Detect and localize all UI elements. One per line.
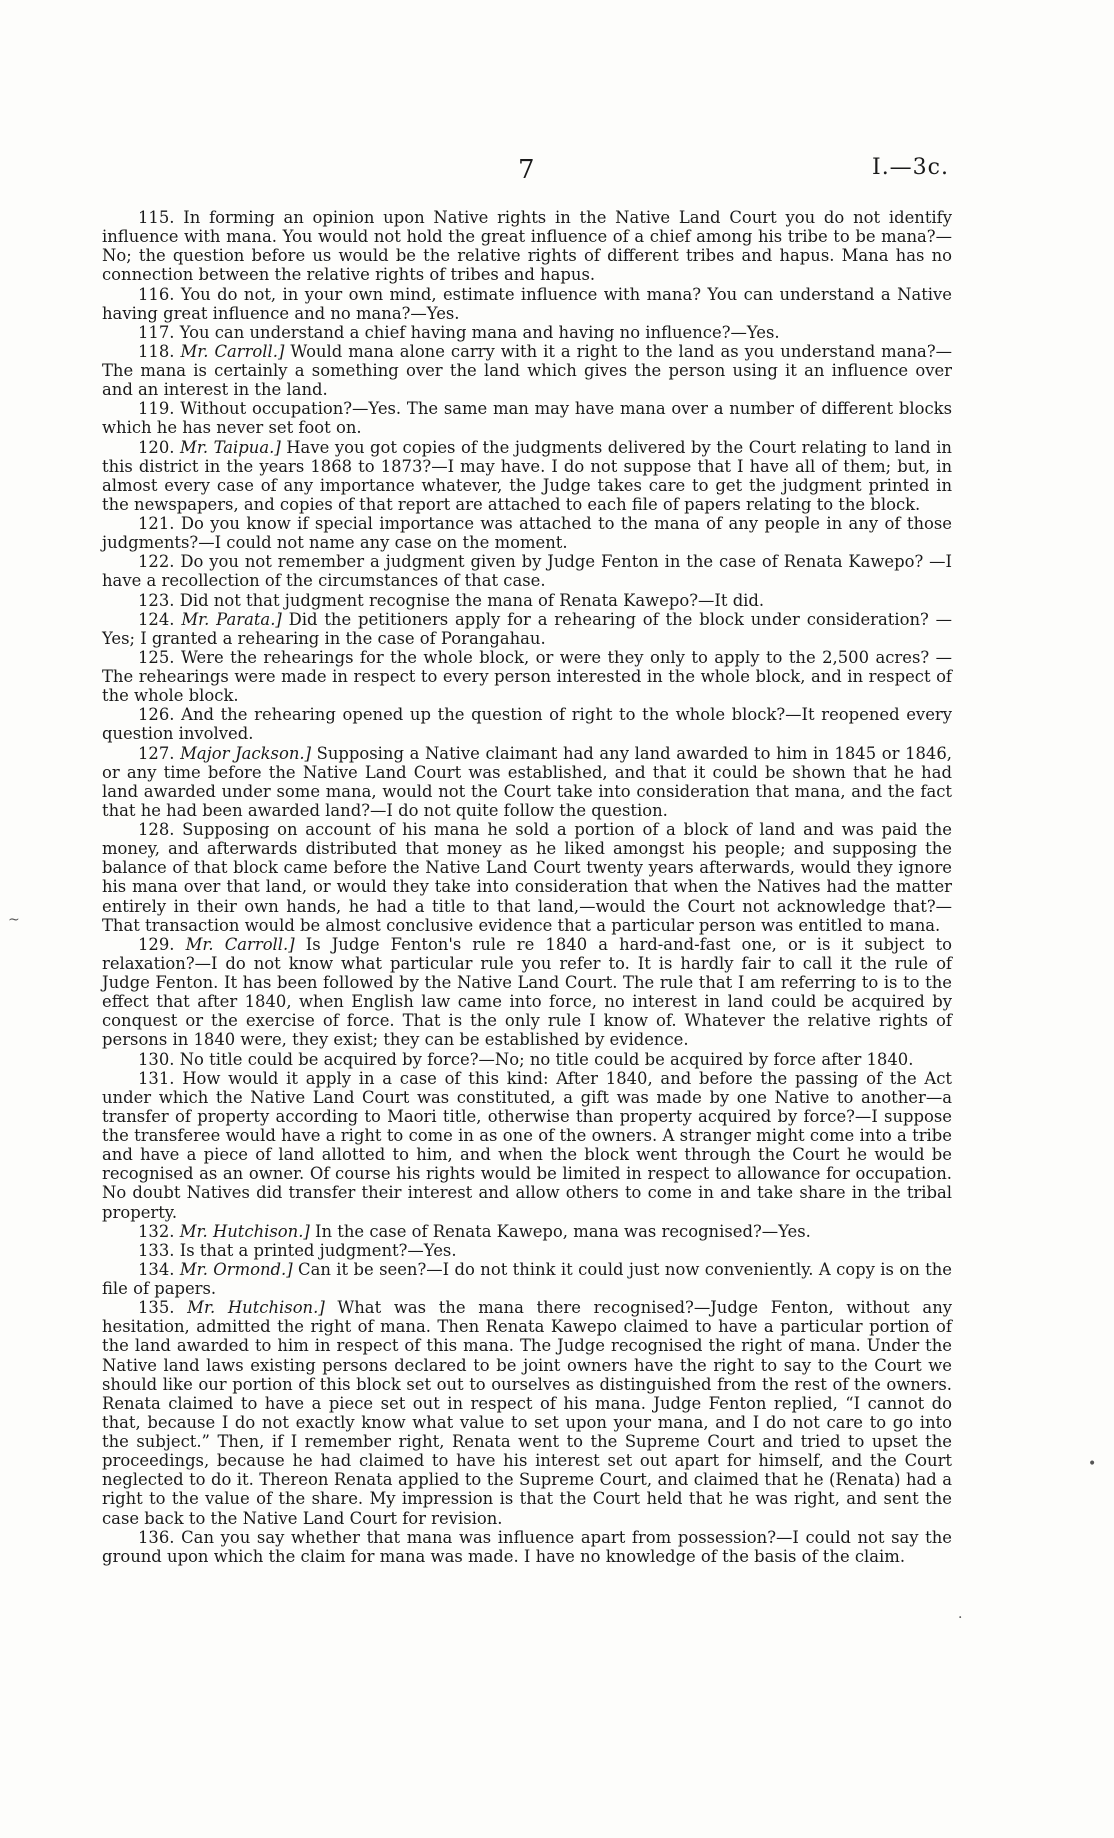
question-number: 120. [138,437,175,457]
question-number: 132. [138,1221,175,1241]
question-number: 127. [138,743,175,763]
paragraph-text: Can it be seen?—I do not think it could just now conveniently. A copy is on the file of papers. [102,1259,952,1298]
paragraph-text: Without occupation?—Yes. The same man may have mana over a number of different blocks which he has never set foot on. [102,399,952,438]
question-number: 121. [138,514,175,533]
paragraph-text: Did not that judgment recognise the mana of Renata Kawepo?—It did. [179,590,765,610]
margin-mark: ~ [8,912,20,928]
paragraph-text: How would it apply in a case of this kind: After 1840, and before the passing of the Act under which the Native Land Court was constituted, a gift was made by one Native to another—a transfer of property according to Maori title, otherwise than property acquired by force?—I suppose the transferee would have a right to come in as one of the owners. A stranger might come into a tribe and have a piece of land allotted to him, and when the block went through the Court he would be recognised as an owner. Of course his rights would be limited in respect to allowance for occupation. No doubt Natives did transfer their interest and allow others to come in and take share in the tribal property. [102,1068,952,1222]
question-number: 115. [138,208,175,227]
paragraph-132 [102,1222,952,1241]
paragraph-text: Did the petitioners apply for a rehearing of the block under consideration? —Yes; I granted a rehearing in the case of Porangahau. [102,609,952,648]
paragraph-134 [102,1260,952,1298]
question-number: 128. [138,820,175,839]
paragraph-135 [102,1298,952,1528]
speaker-name: Mr. Ormond.] [179,1259,293,1279]
question-number: 129. [138,934,175,954]
paragraph-text: Do you know if special importance was attached to the mana of any people in any of those judgments?—I could not name any case on the moment. [102,514,952,553]
paragraph-text: Have you got copies of the judgments delivered by the Court relating to land in this district in the years 1868 to 1873?—I may have. I do not suppose that I have all of them; but, in almost every case of any importance whatever, the Judge takes care to get the judgment printed in the newspapers, and copies of that report are attached to each file of papers relating to the block. [102,437,952,514]
paragraph-117 [102,323,952,342]
margin-mark: • [1088,1456,1097,1472]
paragraph-text: You do not, in your own mind, estimate influence with mana? You can understand a Native having great influence and no mana?—Yes. [102,284,953,323]
question-number: 123. [138,590,175,610]
paragraph-125 [102,648,952,705]
paragraph-text: In forming an opinion upon Native rights in the Native Land Court you do not identify influence with mana. You would not hold the great influence of a chief among his tribe to be mana?—No; the question before us would be the relative rights of different tribes and hapus. Mana has no connection between the relative rights of tribes and hapus. [102,208,952,285]
question-number: 124. [138,609,175,629]
paragraph-text: Were the rehearings for the whole block, or were they only to apply to the 2,500 acres? —The rehearings were made in respect to every person interested in the whole block, and in respect of the whole block. [102,647,952,706]
paragraph-118 [102,342,952,399]
paragraph-text: Is Judge Fenton's rule re 1840 a hard-and-fast one, or is it subject to relaxation?—I do not know what particular rule you refer to. It is hardly fair to call it the rule of Judge Fenton. It has been followed by the Native Land Court. The rule that I am referring to is to the effect that after 1840, when English law came into force, no interest in land could be acquired by conquest or the exercise of force. That is the only rule I know of. Whatever the relative rights of persons in 1840 were, they exist; they can be established by evidence. [102,934,952,1050]
paragraph-131 [102,1069,952,1222]
speaker-name: Major Jackson.] [180,743,311,763]
page-number: 7 [518,155,535,185]
paragraph-text: Can you say whether that mana was influence apart from possession?—I could not say the ground upon which the claim for mana was made. I have no knowledge of the basis of the claim. [102,1527,952,1566]
paragraph-text: Do you not remember a judgment given by Judge Fenton in the case of Renata Kawepo? —I have a recollection of the circumstances of that case. [102,552,952,591]
paragraph-text: And the rehearing opened up the question of right to the whole block?—It reopened every question involved. [102,705,952,744]
question-number: 119. [138,399,175,419]
paragraph-text: Supposing a Native claimant had any land awarded to him in 1845 or 1846, or any time before the Native Land Court was established, and that it could be shown that he had land awarded under some mana, would not the Court take into consideration that mana, and the fact that he had been awarded land?—I do not quite follow the question. [102,743,953,820]
paragraph-text: Would mana alone carry with it a right to the land as you understand mana?—The mana is certainly a something over the land which gives the person using it an influence over and an interest in the land. [102,341,953,400]
speaker-name: Mr. Hutchison.] [179,1221,310,1241]
paragraph-129 [102,935,952,1050]
paragraph-text: In the case of Renata Kawepo, mana was recognised?—Yes. [315,1221,811,1241]
speaker-name: Mr. Parata.] [181,609,282,629]
paragraph-124 [102,610,952,648]
question-number: 131. [138,1068,175,1088]
speaker-name: Mr. Taipua.] [180,437,281,457]
question-number: 118. [138,341,175,361]
question-number: 130. [138,1049,175,1069]
speaker-name: Mr. Carroll.] [185,934,295,954]
paragraph-text: What was the mana there recognised?—Judge Fenton, without any hesitation, admitted the right of mana. Then Renata Kawepo claimed to have a particular portion of the land awarded to him in respect of this mana. The Judge recognised the right of mana. Under the Native land laws existing persons declared to be joint owners have the right to say to the Court we should like our portion of this block set out to ourselves as distinguished from the rest of the owners. Renata claimed to have a piece set out in respect of his mana. Judge Fenton replied, “I cannot do that, because I do not exactly know what value to set upon your mana, and I do not care to go into the subject.” Then, if I remember right, Renata went to the Supreme Court and tried to upset the proceedings, because he had claimed to have his interest set out apart for himself, and the Court neglected to do it. Thereon Renata applied to the Supreme Court, and claimed that he (Renata) had a right to the value of the share. My impression is that the Court held that he was right, and sent the case back to the Native Land Court for revision. [102,1298,953,1528]
paragraph-122 [102,552,952,590]
paragraph-133 [102,1241,952,1260]
paragraph-text: No title could be acquired by force?—No; no title could be acquired by force after 1840. [179,1049,914,1069]
evidence-text [102,208,952,1566]
paragraph-115 [102,208,952,285]
paragraph-text: You can understand a chief having mana and having no influence?—Yes. [179,322,780,342]
speaker-name: Mr. Carroll.] [180,341,285,361]
paragraph-130 [102,1050,952,1069]
question-number: 134. [138,1259,175,1279]
paragraph-text: Is that a printed judgment?—Yes. [179,1240,457,1260]
question-number: 122. [138,552,175,572]
question-number: 136. [138,1527,175,1547]
page-header [0,155,1114,185]
question-number: 133. [138,1240,175,1260]
paragraph-126 [102,705,952,743]
speaker-name: Mr. Hutchison.] [187,1298,325,1318]
question-number: 135. [138,1298,175,1318]
paragraph-136 [102,1528,952,1566]
paragraph-119 [102,399,952,437]
question-number: 126. [138,705,175,725]
question-number: 116. [138,284,175,304]
paragraph-text: Supposing on account of his mana he sold a portion of a block of land and was paid the money, and afterwards distributed that money as he liked amongst his people; and supposing the balance of that block came before the Native Land Court twenty years afterwards, would they ignore his mana over that land, or would they take into consideration that when the Natives had the matter entirely in their own hands, he had a title to that land,—would the Court not acknowledge that?—That transaction would be almost conclusive evidence that a particular person was entitled to mana. [102,820,952,935]
paragraph-123 [102,591,952,610]
paragraph-120 [102,438,952,515]
margin-mark: · [958,1610,963,1626]
document-code: I.—3c. [872,155,949,180]
paragraph-121 [102,514,952,552]
paragraph-127 [102,744,952,821]
paragraph-116 [102,285,952,323]
question-number: 125. [138,647,175,667]
question-number: 117. [138,322,175,342]
paragraph-128 [102,820,952,935]
